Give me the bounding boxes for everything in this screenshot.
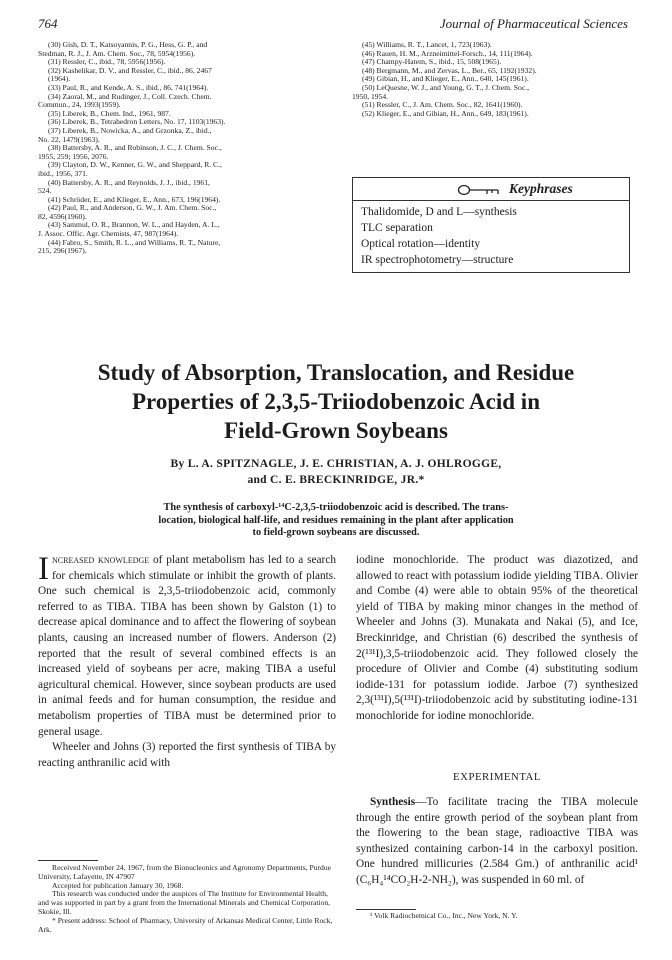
footnote: Received November 24, 1967, from the Bionucleonics and Agronomy Departments, Purdue University, Lafayette, IN 47907 [38, 863, 332, 881]
reference-line: 1955, 259; 1956, 2076. [38, 151, 109, 161]
reference-line: (43) Sammul, O. R., Brannon, W. L., and Hayden, A. L., [48, 220, 220, 230]
title-line: Study of Absorption, Translocation, and Residue [97, 360, 575, 385]
body-column-left [38, 553, 336, 771]
reference-line: (49) Gibian, H., and Klieger, E., Ann., 640, 145(1961). [362, 74, 529, 84]
key-icon [457, 183, 501, 201]
reference-line: Stedman, R. J., J. Am. Chem. Soc., 78, 5954(1956). [38, 48, 196, 58]
footnote: Accepted for publication January 30, 1968. [52, 880, 184, 890]
reference-line: 215, 296(1967). [38, 246, 87, 256]
reference-line: Commun., 24, 1993(1959). [38, 100, 121, 110]
reference-line: (34) Zaoral, M., and Rudinger, J., Coll. Czech. Chem. [48, 91, 212, 101]
reference-line: No. 22, 1479(1963). [38, 134, 100, 144]
keyphrases-list [361, 204, 517, 268]
reference-line: (48) Bergmann, M., and Zervas, L., Ber., 65, 1192(1932). [362, 65, 537, 75]
keyphrase-item: IR spectrophotometry—structure [361, 254, 514, 266]
keyphrase-item: Thalidomide, D and L—synthesis [361, 206, 517, 218]
reference-line: (47) Champy-Hatem, S., ibid., 15, 508(1965). [362, 57, 502, 67]
references-right [352, 41, 642, 118]
reference-line: ibid., 1956, 371. [38, 168, 88, 178]
body-paragraph [38, 553, 336, 740]
abstract-line: The synthesis of carboxyl-¹⁴C-2,3,5-triiodobenzoic acid is described. The trans- [163, 502, 509, 513]
reference-line: (33) Paul, R., and Kende, A. S., ibid., 86, 741(1964). [48, 82, 209, 92]
journal-title: Journal of Pharmaceutical Sciences [439, 16, 628, 31]
reference-line: 524. [38, 186, 52, 196]
reference-line: (50) LeQuesne, W. J., and Young, G. T., J. Chem. Soc., [362, 82, 529, 92]
abstract [118, 502, 554, 540]
keyphrases-title: Keyphrases [509, 181, 573, 196]
footnotes-left [38, 864, 336, 934]
footnote-rule [38, 860, 98, 861]
abstract-line: location, biological half-life, and residues remaining in the plant after application [158, 514, 514, 526]
body-paragraph: Wheeler and Johns (3) reported the first synthesis of TIBA by reacting anthranilic acid with [38, 741, 336, 769]
reference-line: (35) Liberek, B., Chem. Ind., 1961, 987. [48, 108, 171, 118]
authors [60, 456, 612, 488]
reference-line: (42) Paul, R., and Anderson, G. W., J. Am. Chem. Soc., [48, 203, 217, 213]
reference-line: (44) Fabro, S., Smith, R. L., and Williams, R. T., Nature, [48, 237, 221, 247]
paragraph-text: of plant metabolism has led to a search for chemicals which stimulate or inhibit the growth of plants. One such chemical is 2,3,5-triiodobenzoic acid, commonly referred to as TIBA. TIBA has been shown by Galston (1) to decrease apical dominance and to affect the flowering of soybean plants, causing an increased number of flowers. Anderson (2) reported that the result of several combined effects is an increased yield of soybeans per acre, making TIBA a useful agricultural chemical. However, since soybean products are used in animal feeds and for human consumption, the residue and metabolism properties of TIBA must be determined prior to general usage. [38, 554, 336, 738]
abstract-line: to field-grown soybeans are discussed. [252, 527, 420, 538]
reference-line: (30) Gish, D. T., Katsoyannis, P. G., Hess, G. P., and [48, 40, 208, 49]
references-left [38, 41, 338, 256]
authors-line: and C. E. BRECKINRIDGE, JR.* [247, 474, 425, 486]
keyphrases-box [352, 177, 630, 273]
reference-line: 82, 4596(1960). [38, 211, 87, 221]
title-line: Properties of 2,3,5-Triiodobenzoic Acid in [131, 389, 540, 414]
drop-cap: I [38, 551, 49, 587]
reference-line: (32) Kashelikar, D. V., and Ressler, C., ibid., 86, 2467 [48, 65, 212, 75]
reference-line: (39) Clayton, D. W., Kenner, G. W., and Sheppard, R. C., [48, 160, 222, 170]
title-line: Field-Grown Soybeans [224, 418, 448, 443]
reference-line: (37) Liberek, B., Nowicka, A., and Grzonka, Z., ibid., [48, 125, 212, 135]
reference-line: (38) Battersby, A. R., and Robinson, J. C., J. Chem. Soc., [48, 143, 222, 153]
keyphrase-item: Optical rotation—identity [361, 238, 481, 250]
paragraph-text: —To facilitate tracing the TIBA molecule through the entire growth period of the soybean plant from the flowering to the bean stage, radioactive TIBA was synthesized containing carbon-14 in the carboxyl position. One hundred millicuries (2.584 Gm.) of anthranilic acid¹ (C₆H₄¹⁴CO₂H-2-NH₂), was suspended in 60 ml. of [356, 796, 638, 886]
run-in-heading: Synthesis [370, 796, 416, 808]
footnote: ¹ Volk Radiochemical Co., Inc., New York, N. Y. [370, 911, 518, 920]
reference-line: (51) Ressler, C., J. Am. Chem. Soc., 82, 1641(1960). [362, 100, 523, 110]
section-heading-experimental: EXPERIMENTAL [453, 771, 541, 783]
reference-line: (40) Battersby, A. R., and Reynolds, J. J., ibid., 1961, [48, 177, 210, 187]
reference-line: (52) Klieger, E., and Gibian, H., Ann., 649, 183(1961). [362, 108, 529, 118]
footnote-right [356, 912, 638, 921]
reference-line: (45) Williams, R. T., Lancet, 1, 723(1963). [362, 40, 492, 49]
reference-line: (31) Ressler, C., ibid., 78, 5956(1956). [48, 57, 166, 67]
footnote: * Present address: School of Pharmacy, University of Arkansas Medical Center, Little Rock, Ark. [38, 915, 333, 934]
reference-line: (36) Liberek, B., Tetrahedron Letters, No. 17, 1103(1963). [48, 117, 226, 127]
keyphrase-item: TLC separation [361, 222, 433, 234]
body-paragraph [356, 795, 638, 889]
keyphrases-header [353, 178, 629, 201]
synthesis-paragraph [356, 795, 638, 889]
reference-line: (41) Schröder, E., and Klieger, E., Ann., 673, 196(1964). [48, 194, 221, 204]
footnote-rule [356, 909, 416, 910]
reference-line: (1964). [48, 74, 71, 84]
reference-line: J. Assoc. Offic. Agr. Chemists, 47, 987(1964). [38, 229, 179, 239]
reference-line: (46) Rauen, H. M., Arzneimittel-Forsch., 14, 111(1964). [362, 48, 533, 58]
reference-line: 1950, 1954. [352, 91, 389, 101]
authors-line: By L. A. SPITZNAGLE, J. E. CHRISTIAN, A. J. OHLROGGE, [170, 458, 502, 470]
page-number: 764 [38, 16, 58, 31]
body-paragraph: iodine monochloride. The product was diazotized, and allowed to react with potassium iodide yielding TIBA. Olivier and Combe (4) were able to obtain 95% of the theoretical yield of TIBA by making minor changes in the method of Wheeler and Johns (3). Munakata and Nakai (5), and Ice, Breckinridge, and Christian (6) described the synthesis of 2(¹³¹I),3,5-triiodobenzoic acid. They followed closely the procedure of Olivier and Combe (4) substituting sodium iodide-131 for potassium iodide. Jarboe (7) synthesized 2,3(¹³¹I),5(¹³¹I)-triiodobenzoic acid by substituting iodine-131 monochloride for iodine monochloride. [356, 554, 638, 722]
footnote: This research was conducted under the auspices of The Institute for Environmental Health, and was supported in part by a grant from the International Minerals and Chemical Corporation, Skokie, Ill. [38, 889, 331, 916]
lead-small-caps: ncreased knowledge [52, 554, 150, 566]
article-title [60, 358, 612, 445]
body-column-right [356, 553, 638, 725]
